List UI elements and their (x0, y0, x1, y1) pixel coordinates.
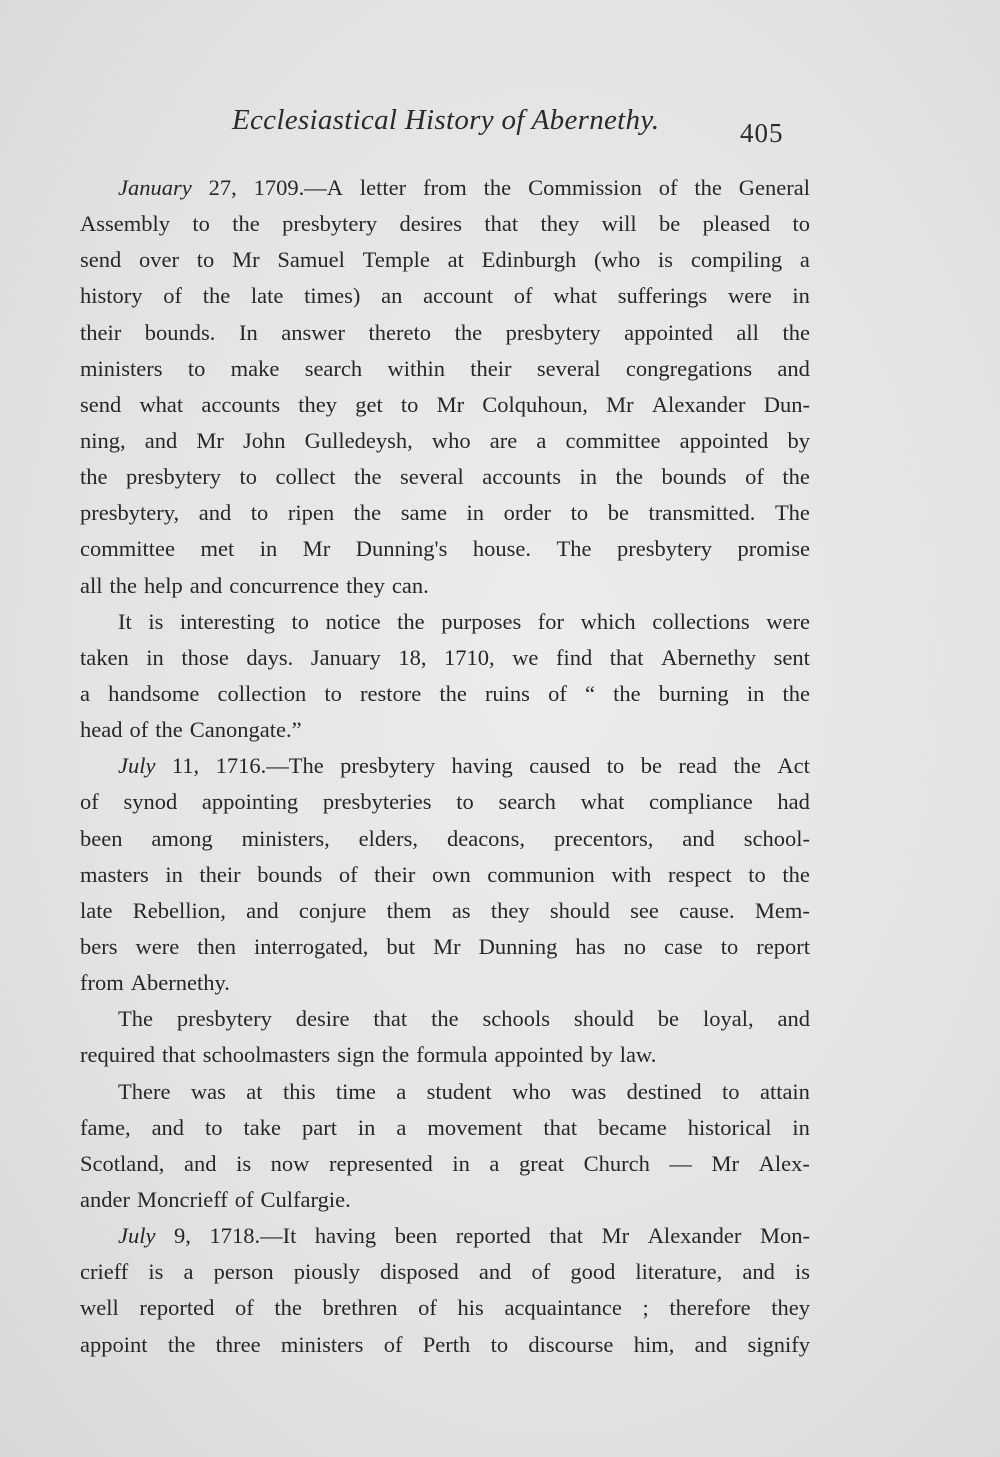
text-line: send over to Mr Samuel Temple at Edinburgh (who is compiling a (80, 247, 810, 273)
text-line: There was at this time a student who was destined to attain (118, 1078, 810, 1104)
text-line: of synod appointing presbyteries to search what compliance had (80, 789, 810, 815)
text-line: head of the Canongate.” (80, 717, 302, 743)
text-line: send what accounts they get to Mr Colquhoun, Mr Alexander Dun- (80, 391, 810, 417)
text-line: ander Moncrieff of Culfargie. (80, 1186, 351, 1212)
text-line: July 11, 1716.—The presbytery having caused to be read the Act (118, 753, 810, 779)
text-line: July 9, 1718.—It having been reported that Mr Alexander Mon- (118, 1223, 810, 1249)
text-line: ministers to make search within their several congregations and (80, 355, 810, 381)
text-line: a handsome collection to restore the ruins of “ the burning in the (80, 680, 810, 706)
text-line: It is interesting to notice the purposes for which collections were (118, 608, 810, 634)
text-line: from Abernethy. (80, 970, 230, 996)
text-line: their bounds. In answer thereto the presbytery appointed all the (80, 319, 810, 345)
text-line: appoint the three ministers of Perth to discourse him, and signify (80, 1331, 810, 1357)
text-line: taken in those days. January 18, 1710, we find that Abernethy sent (80, 644, 810, 670)
text-line: presbytery, and to ripen the same in order to be transmitted. The (80, 500, 810, 526)
text-line: masters in their bounds of their own communion with respect to the (80, 861, 810, 887)
text-line: fame, and to take part in a movement that became historical in (80, 1114, 810, 1140)
text-line: well reported of the brethren of his acquaintance ; therefore they (80, 1295, 810, 1321)
text-line: the presbytery to collect the several accounts in the bounds of the (80, 464, 810, 490)
text-line: history of the late times) an account of what sufferings were in (80, 283, 810, 309)
running-title: Ecclesiastical History of Abernethy. (232, 104, 660, 136)
text-line: been among ministers, elders, deacons, precentors, and school- (80, 825, 810, 851)
text-line: January 27, 1709.—A letter from the Commission of the General (118, 175, 810, 200)
text-line: late Rebellion, and conjure them as they should see cause. Mem- (80, 897, 810, 923)
text-line: committee met in Mr Dunning's house. The presbytery promise (80, 536, 810, 562)
body-text (80, 170, 810, 1363)
text-line: bers were then interrogated, but Mr Dunning has no case to report (80, 933, 810, 959)
text-line: ning, and Mr John Gulledeysh, who are a committee appointed by (80, 427, 810, 453)
text-line: Assembly to the presbytery desires that they will be pleased to (80, 211, 810, 237)
page-number: 405 (740, 118, 784, 148)
text-line: crieff is a person piously disposed and of good literature, and is (80, 1259, 810, 1285)
text-line: The presbytery desire that the schools should be loyal, and (118, 1006, 810, 1032)
text-line: required that schoolmasters sign the formula appointed by law. (80, 1042, 657, 1068)
text-line: Scotland, and is now represented in a great Church — Mr Alex- (80, 1150, 810, 1176)
text-line: all the help and concurrence they can. (80, 572, 429, 598)
